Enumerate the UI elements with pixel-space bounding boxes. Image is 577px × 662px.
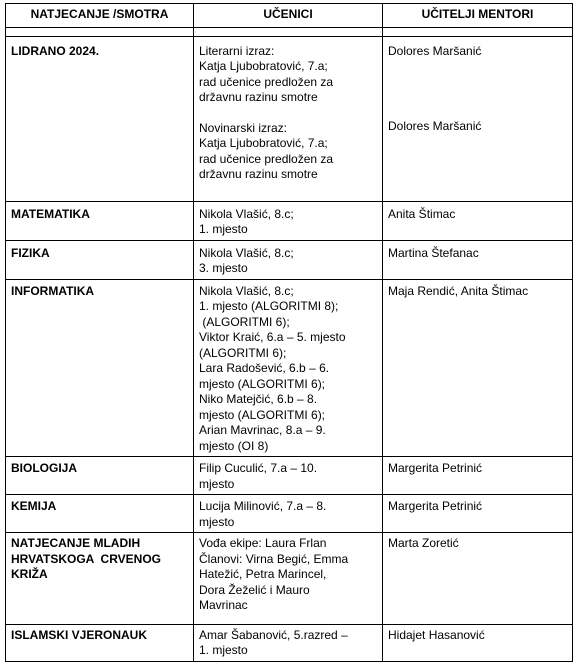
table-row bbox=[6, 495, 573, 533]
competition-cell bbox=[6, 624, 194, 661]
student-line: Filip Cuculić, 7.a – 10. bbox=[199, 461, 318, 475]
line-gap bbox=[199, 106, 377, 121]
header-mentors: UČITELJI MENTORI bbox=[383, 4, 573, 28]
student-line: Katja Ljubobratović, 7.a; bbox=[199, 136, 328, 150]
students-cell bbox=[194, 624, 383, 661]
competition-cell bbox=[6, 495, 194, 533]
line-gap bbox=[388, 89, 567, 104]
student-line: Literarni izraz: bbox=[199, 43, 275, 58]
mentor-name: Hidajet Hasanović bbox=[388, 627, 485, 642]
mentor-name: Dolores Maršanić bbox=[388, 119, 482, 133]
mentors-cell bbox=[383, 36, 573, 201]
competition-name: INFORMATIKA bbox=[11, 283, 95, 298]
competition-cell bbox=[6, 457, 194, 495]
mentors-cell bbox=[383, 279, 573, 457]
student-line: Nikola Vlašić, 8.c; bbox=[199, 245, 294, 260]
students-cell bbox=[194, 457, 383, 495]
competition-cell bbox=[6, 240, 194, 279]
competition-cell bbox=[6, 279, 194, 457]
table-row bbox=[6, 240, 573, 279]
students-cell bbox=[194, 533, 383, 625]
mentor-name: Marta Zoretić bbox=[388, 536, 459, 550]
competition-name: ISLAMSKI VJERONAUK bbox=[11, 627, 148, 642]
competition-name: KEMIJA bbox=[11, 499, 57, 513]
table-row bbox=[6, 279, 573, 457]
table-row bbox=[6, 457, 573, 495]
competition-name: FIZIKA bbox=[11, 245, 50, 260]
student-line: mjesto bbox=[199, 476, 235, 491]
students-cell bbox=[194, 495, 383, 533]
student-line: 3. mjesto bbox=[199, 261, 248, 275]
mentors-cell bbox=[383, 240, 573, 279]
mentor-name: Margerita Petrinić bbox=[388, 461, 483, 475]
student-line: Nikola Vlašić, 8.c; bbox=[199, 206, 294, 221]
spacer-row bbox=[6, 27, 573, 36]
line-gap bbox=[388, 104, 567, 119]
students-cell bbox=[194, 201, 383, 240]
mentor-name: Maja Rendić, Anita Štimac bbox=[388, 283, 529, 298]
header-students: UČENICI bbox=[194, 4, 383, 28]
mentor-name: Margerita Petrinić bbox=[388, 499, 483, 513]
student-line: mjesto bbox=[199, 514, 235, 529]
student-line: Novinarski izraz: bbox=[199, 120, 288, 135]
student-line: mjesto (ALGORITMI 6); bbox=[199, 376, 326, 391]
header-row bbox=[6, 4, 573, 28]
student-line: Hatežić, Petra Marincel, bbox=[199, 567, 327, 581]
student-line: Lucija Milinović, 7.a – 8. bbox=[199, 499, 327, 513]
line-gap bbox=[388, 59, 567, 74]
student-line: mjesto (ALGORITMI 6); bbox=[199, 407, 326, 422]
students-cell bbox=[194, 279, 383, 457]
competition-name: MATEMATIKA bbox=[11, 206, 90, 221]
student-line: Vođa ekipe: Laura Frlan bbox=[199, 536, 327, 550]
competition-name: HRVATSKOGA CRVENOG bbox=[11, 551, 162, 566]
student-line: mjesto (OI 8) bbox=[199, 438, 269, 453]
mentor-name: Martina Štefanac bbox=[388, 245, 479, 260]
student-line: 1. mjesto (ALGORITMI 8); bbox=[199, 299, 339, 313]
students-cell bbox=[194, 36, 383, 201]
students-cell bbox=[194, 240, 383, 279]
competitions-table bbox=[5, 3, 573, 662]
mentor-name: Anita Štimac bbox=[388, 206, 456, 221]
student-line: Lara Radošević, 6.b – 6. bbox=[199, 361, 330, 375]
student-line: Viktor Kraić, 6.a – 5. mjesto bbox=[199, 330, 346, 344]
competition-name: NATJECANJE MLADIH bbox=[11, 536, 141, 550]
competition-name: KRIŽA bbox=[11, 567, 48, 581]
mentors-cell bbox=[383, 624, 573, 661]
student-line: državnu razinu smotre bbox=[199, 90, 318, 104]
mentor-name: Dolores Maršanić bbox=[388, 43, 482, 58]
mentors-cell bbox=[383, 495, 573, 533]
table-row bbox=[6, 36, 573, 201]
student-line: Članovi: Virna Begić, Emma bbox=[199, 551, 349, 566]
mentors-cell bbox=[383, 533, 573, 625]
header-competition: NATJECANJE /SMOTRA bbox=[6, 4, 194, 28]
table-row bbox=[6, 201, 573, 240]
student-line: Niko Matejčić, 6.b – 8. bbox=[199, 392, 318, 406]
mentors-cell bbox=[383, 201, 573, 240]
competition-cell bbox=[6, 201, 194, 240]
competition-cell bbox=[6, 533, 194, 625]
student-line: 1. mjesto bbox=[199, 643, 248, 657]
student-line: (ALGORITMI 6); bbox=[199, 345, 287, 360]
student-line: Amar Šabanović, 5.razred – bbox=[199, 627, 348, 642]
student-line: 1. mjesto bbox=[199, 222, 248, 236]
student-line: (ALGORITMI 6); bbox=[199, 314, 290, 329]
mentors-cell bbox=[383, 457, 573, 495]
student-line: Dora Žeželić i Mauro bbox=[199, 582, 310, 597]
student-line: rad učenice predložen za bbox=[199, 151, 334, 166]
student-line: Mavrinac bbox=[199, 598, 248, 612]
student-line: Arian Mavrinac, 8.a – 9. bbox=[199, 423, 326, 437]
line-gap bbox=[388, 74, 567, 89]
competition-name: LIDRANO 2024. bbox=[11, 43, 100, 58]
table-row bbox=[6, 624, 573, 661]
student-line: Nikola Vlašić, 8.c; bbox=[199, 283, 294, 298]
student-line: Katja Ljubobratović, 7.a; bbox=[199, 59, 328, 73]
table-row bbox=[6, 533, 573, 625]
competition-name: BIOLOGIJA bbox=[11, 461, 78, 475]
student-line: rad učenice predložen za bbox=[199, 74, 334, 89]
competition-cell bbox=[6, 36, 194, 201]
student-line: državnu razinu smotre bbox=[199, 167, 318, 181]
